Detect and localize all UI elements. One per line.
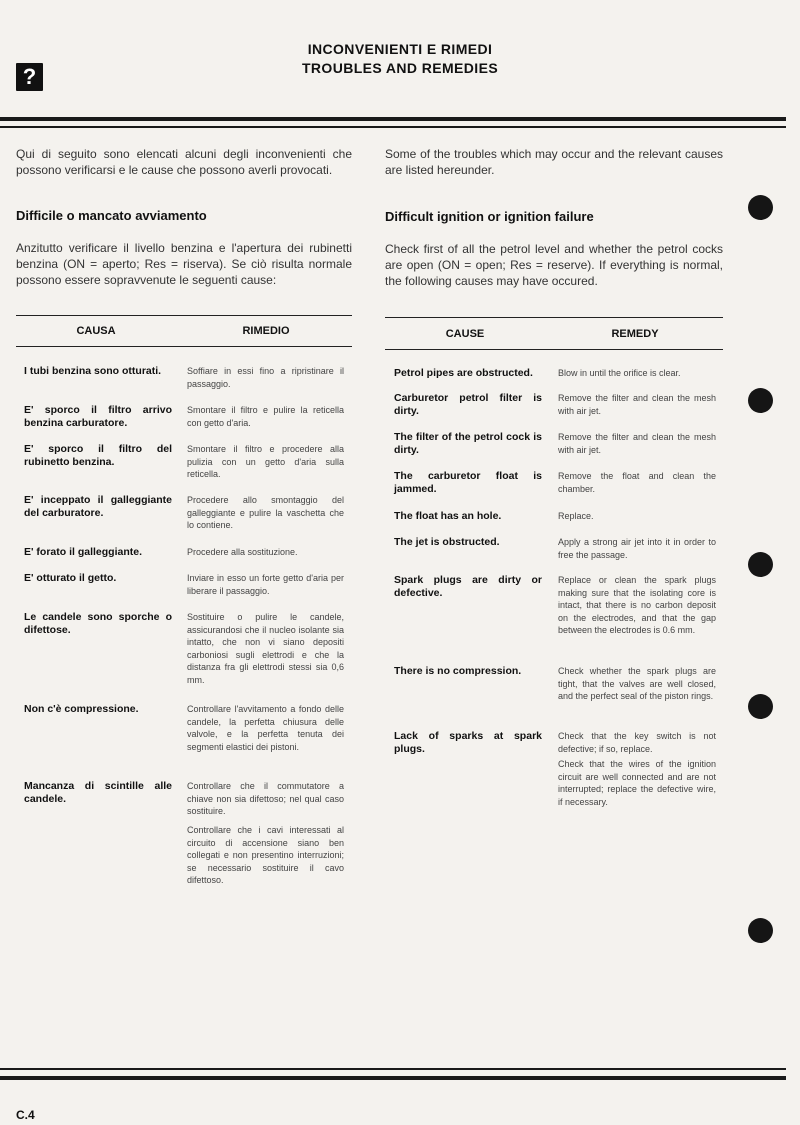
table-row-cause: Spark plugs are dirty or defective.	[394, 574, 542, 599]
table-row-remedy: Soffiare in essi fino a ripristinare il passaggio.	[187, 366, 344, 389]
table-row-remedy: Controllare l'avvitamento a fondo delle candele, la perfetta chiusura delle valvole, e la perfetta tenuta dei segmenti elastici dei pistoni.	[187, 704, 344, 752]
table-row-remedy-extra: Check that the wires of the ignition circuit are well connected and are not interrupted; replace the defective wire, if necessary.	[558, 759, 716, 807]
table-it-header-line	[16, 346, 352, 347]
table-row-remedy: Smontare il filtro e procedere alla pulizia con un getto d'aria sulla reticella.	[187, 444, 344, 479]
table-row-cause: E' sporco il filtro arrivo benzina carburatore.	[24, 404, 172, 429]
table-row-cause: Mancanza di scintille alle candele.	[24, 780, 172, 805]
intro-english: Some of the troubles which may occur and the relevant causes are listed hereunder.	[385, 147, 723, 177]
table-row-cause: There is no compression.	[394, 665, 522, 677]
table-row-remedy-extra: Controllare che i cavi interessati al circuito di accensione siano ben collegati e non presentino interruzioni; se necessario sostituire il cavo difettoso.	[187, 825, 344, 885]
table-row-cause: I tubi benzina sono otturati.	[24, 365, 162, 377]
table-it-top-line	[16, 315, 352, 316]
table-it-header-cause: CAUSA	[76, 325, 116, 337]
table-row-cause: Carburetor petrol filter is dirty.	[394, 392, 542, 417]
table-row-remedy: Remove the filter and clean the mesh with air jet.	[558, 432, 716, 455]
bottom-rule-thin	[0, 1068, 786, 1070]
table-row-remedy: Replace or clean the spark plugs making sure that the isolating core is intact, that there is no carbon deposit on the electrodes, and that the gap between the electrodes is 0.6 mm.	[558, 575, 716, 635]
table-row-cause: The jet is obstructed.	[394, 536, 500, 548]
table-en-top-line	[385, 317, 723, 318]
section-text-italian: Anzitutto verificare il livello benzina e l'apertura dei rubinetti benzina (ON = aperto; Res = riserva). Se ciò risulta normale possono essere sopravvenute le seguenti cause:	[16, 241, 352, 287]
table-row-remedy: Procedere alla sostituzione.	[187, 547, 298, 557]
table-row-cause: E' inceppato il galleggiante del carburatore.	[24, 494, 172, 519]
intro-italian: Qui di seguito sono elencati alcuni degli inconvenienti che possono verificarsi e le cause che possono averli provocati.	[16, 147, 352, 177]
page-header	[0, 40, 800, 78]
table-row-remedy: Check that the key switch is not defective; if so, replace.	[558, 731, 716, 754]
table-row-remedy: Replace.	[558, 511, 594, 521]
table-row-remedy: Check whether the spark plugs are tight, that the valves are well closed, and the perfect seal of the piston rings.	[558, 666, 716, 701]
binder-hole	[748, 918, 773, 943]
table-row-remedy: Blow in until the orifice is clear.	[558, 368, 681, 378]
binder-hole	[748, 694, 773, 719]
table-row-cause: E' otturato il getto.	[24, 572, 117, 584]
table-row-cause: Petrol pipes are obstructed.	[394, 367, 533, 379]
table-en-header-line	[385, 349, 723, 350]
table-row-cause: The filter of the petrol cock is dirty.	[394, 431, 542, 456]
table-row-cause: E' sporco il filtro del rubinetto benzina.	[24, 443, 172, 468]
bottom-rule-thick	[0, 1076, 786, 1080]
table-row-remedy: Remove the float and clean the chamber.	[558, 471, 716, 494]
table-en-header-cause: CAUSE	[445, 328, 485, 340]
table-row-remedy: Sostituire o pulire le candele, assicurandosi che il nucleo isolante sia intatto, che non vi siano depositi carboniosi sugli elettrodi e che la distanza fra gli elettrodi stessi sia 0,6 mm.	[187, 612, 344, 685]
table-row-cause: E' forato il galleggiante.	[24, 546, 143, 558]
binder-hole	[748, 195, 773, 220]
section-title-english: Difficult ignition or ignition failure	[385, 209, 594, 224]
table-en-header-remedy: REMEDY	[611, 328, 659, 340]
title-english: TROUBLES AND REMEDIES	[301, 60, 499, 76]
binder-hole	[748, 552, 773, 577]
table-row-remedy: Procedere allo smontaggio del galleggiante e pulire la vaschetta che lo contiene.	[187, 495, 344, 530]
top-rule-thick	[0, 117, 786, 121]
table-row-cause: The carburetor float is jammed.	[394, 470, 542, 495]
table-row-cause: Le candele sono sporche o difettose.	[24, 611, 172, 636]
section-title-italian: Difficile o mancato avviamento	[16, 208, 207, 223]
table-row-cause: Non c'è compressione.	[24, 703, 139, 715]
title-italian: INCONVENIENTI E RIMEDI	[307, 41, 493, 57]
table-row-remedy: Controllare che il commutatore a chiave non sia difettoso; nel qual caso sostituire.	[187, 781, 344, 816]
table-row-cause: Lack of sparks at spark plugs.	[394, 730, 542, 755]
table-row-remedy: Apply a strong air jet into it in order to free the passage.	[558, 537, 716, 560]
question-mark-icon: ?	[16, 63, 43, 91]
section-text-english: Check first of all the petrol level and whether the petrol cocks are open (ON = open; Res = reserve). If everything is normal, the following causes may have occured.	[385, 242, 723, 288]
table-row-remedy: Remove the filter and clean the mesh with air jet.	[558, 393, 716, 416]
page-number: C.4	[16, 1108, 35, 1122]
top-rule-thin	[0, 126, 786, 128]
table-row-remedy: Smontare il filtro e pulire la reticella con getto d'aria.	[187, 405, 344, 428]
binder-hole	[748, 388, 773, 413]
table-row-cause: The float has an hole.	[394, 510, 502, 522]
table-it-header-remedy: RIMEDIO	[242, 325, 290, 337]
table-row-remedy: Inviare in esso un forte getto d'aria per liberare il passaggio.	[187, 573, 344, 596]
